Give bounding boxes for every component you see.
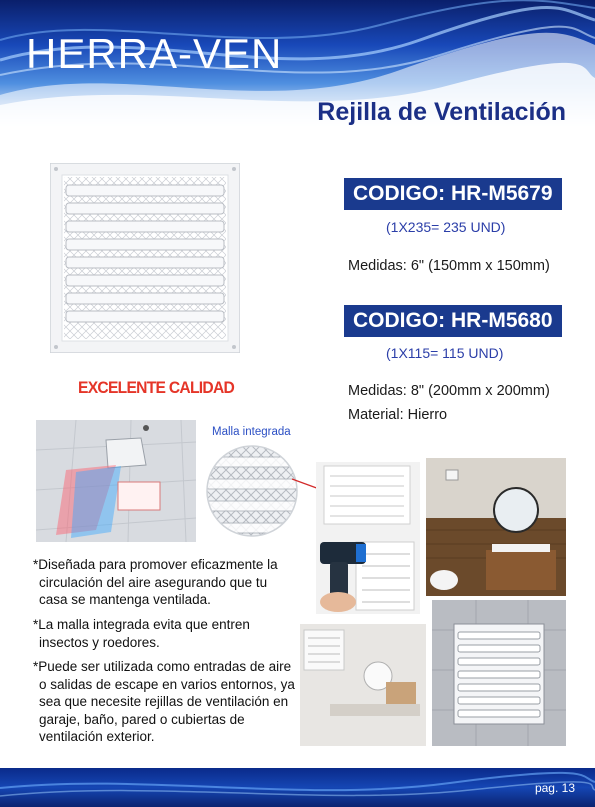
footer-banner <box>0 768 595 807</box>
description-text: *Diseñada para promover eficazmente la circulación del aire asegurando que tu casa se mantenga ventilada. <box>33 557 278 607</box>
bathroom-photo <box>426 458 566 596</box>
product-code-2: CODIGO: HR-M5680 <box>344 305 562 337</box>
brand-logo-text: HERRA-VEN <box>26 30 283 77</box>
exterior-grille-photo <box>432 600 566 746</box>
page-number: pag. 13 <box>534 781 575 795</box>
malla-label: Malla integrada <box>212 426 291 438</box>
footer-wave-decoration <box>0 768 595 807</box>
product-quantity-1: (1X235= 235 UND) <box>386 219 506 235</box>
wall-grille-photo <box>300 624 426 746</box>
description-2 <box>33 616 295 651</box>
product-measures-2: Medidas: 8" (200mm x 200mm) <box>348 383 550 399</box>
product-material: Material: Hierro <box>348 407 448 423</box>
description-1 <box>33 556 295 609</box>
ventilation-grille-image <box>50 163 240 353</box>
drill-install-photo <box>316 462 420 614</box>
page-title: Rejilla de Ventilación <box>317 98 566 126</box>
description-3 <box>33 658 295 746</box>
ceiling-airflow-photo <box>36 420 196 542</box>
description-text: *Puede ser utilizada como entradas de aire o salidas de escape en varios entornos, ya sea que necesite rejillas de ventilación en garaje, baño, pared o cubiertas de ventilación exterior. <box>33 659 295 744</box>
product-code-1: CODIGO: HR-M5679 <box>344 178 562 210</box>
product-measures-1: Medidas: 6" (150mm x 150mm) <box>348 258 550 274</box>
quality-label: EXCELENTE CALIDAD <box>78 378 235 397</box>
product-quantity-2: (1X115= 115 UND) <box>386 345 504 361</box>
description-text: *La malla integrada evita que entren insectos y roedores. <box>33 617 250 650</box>
mesh-closeup-photo <box>206 445 298 537</box>
